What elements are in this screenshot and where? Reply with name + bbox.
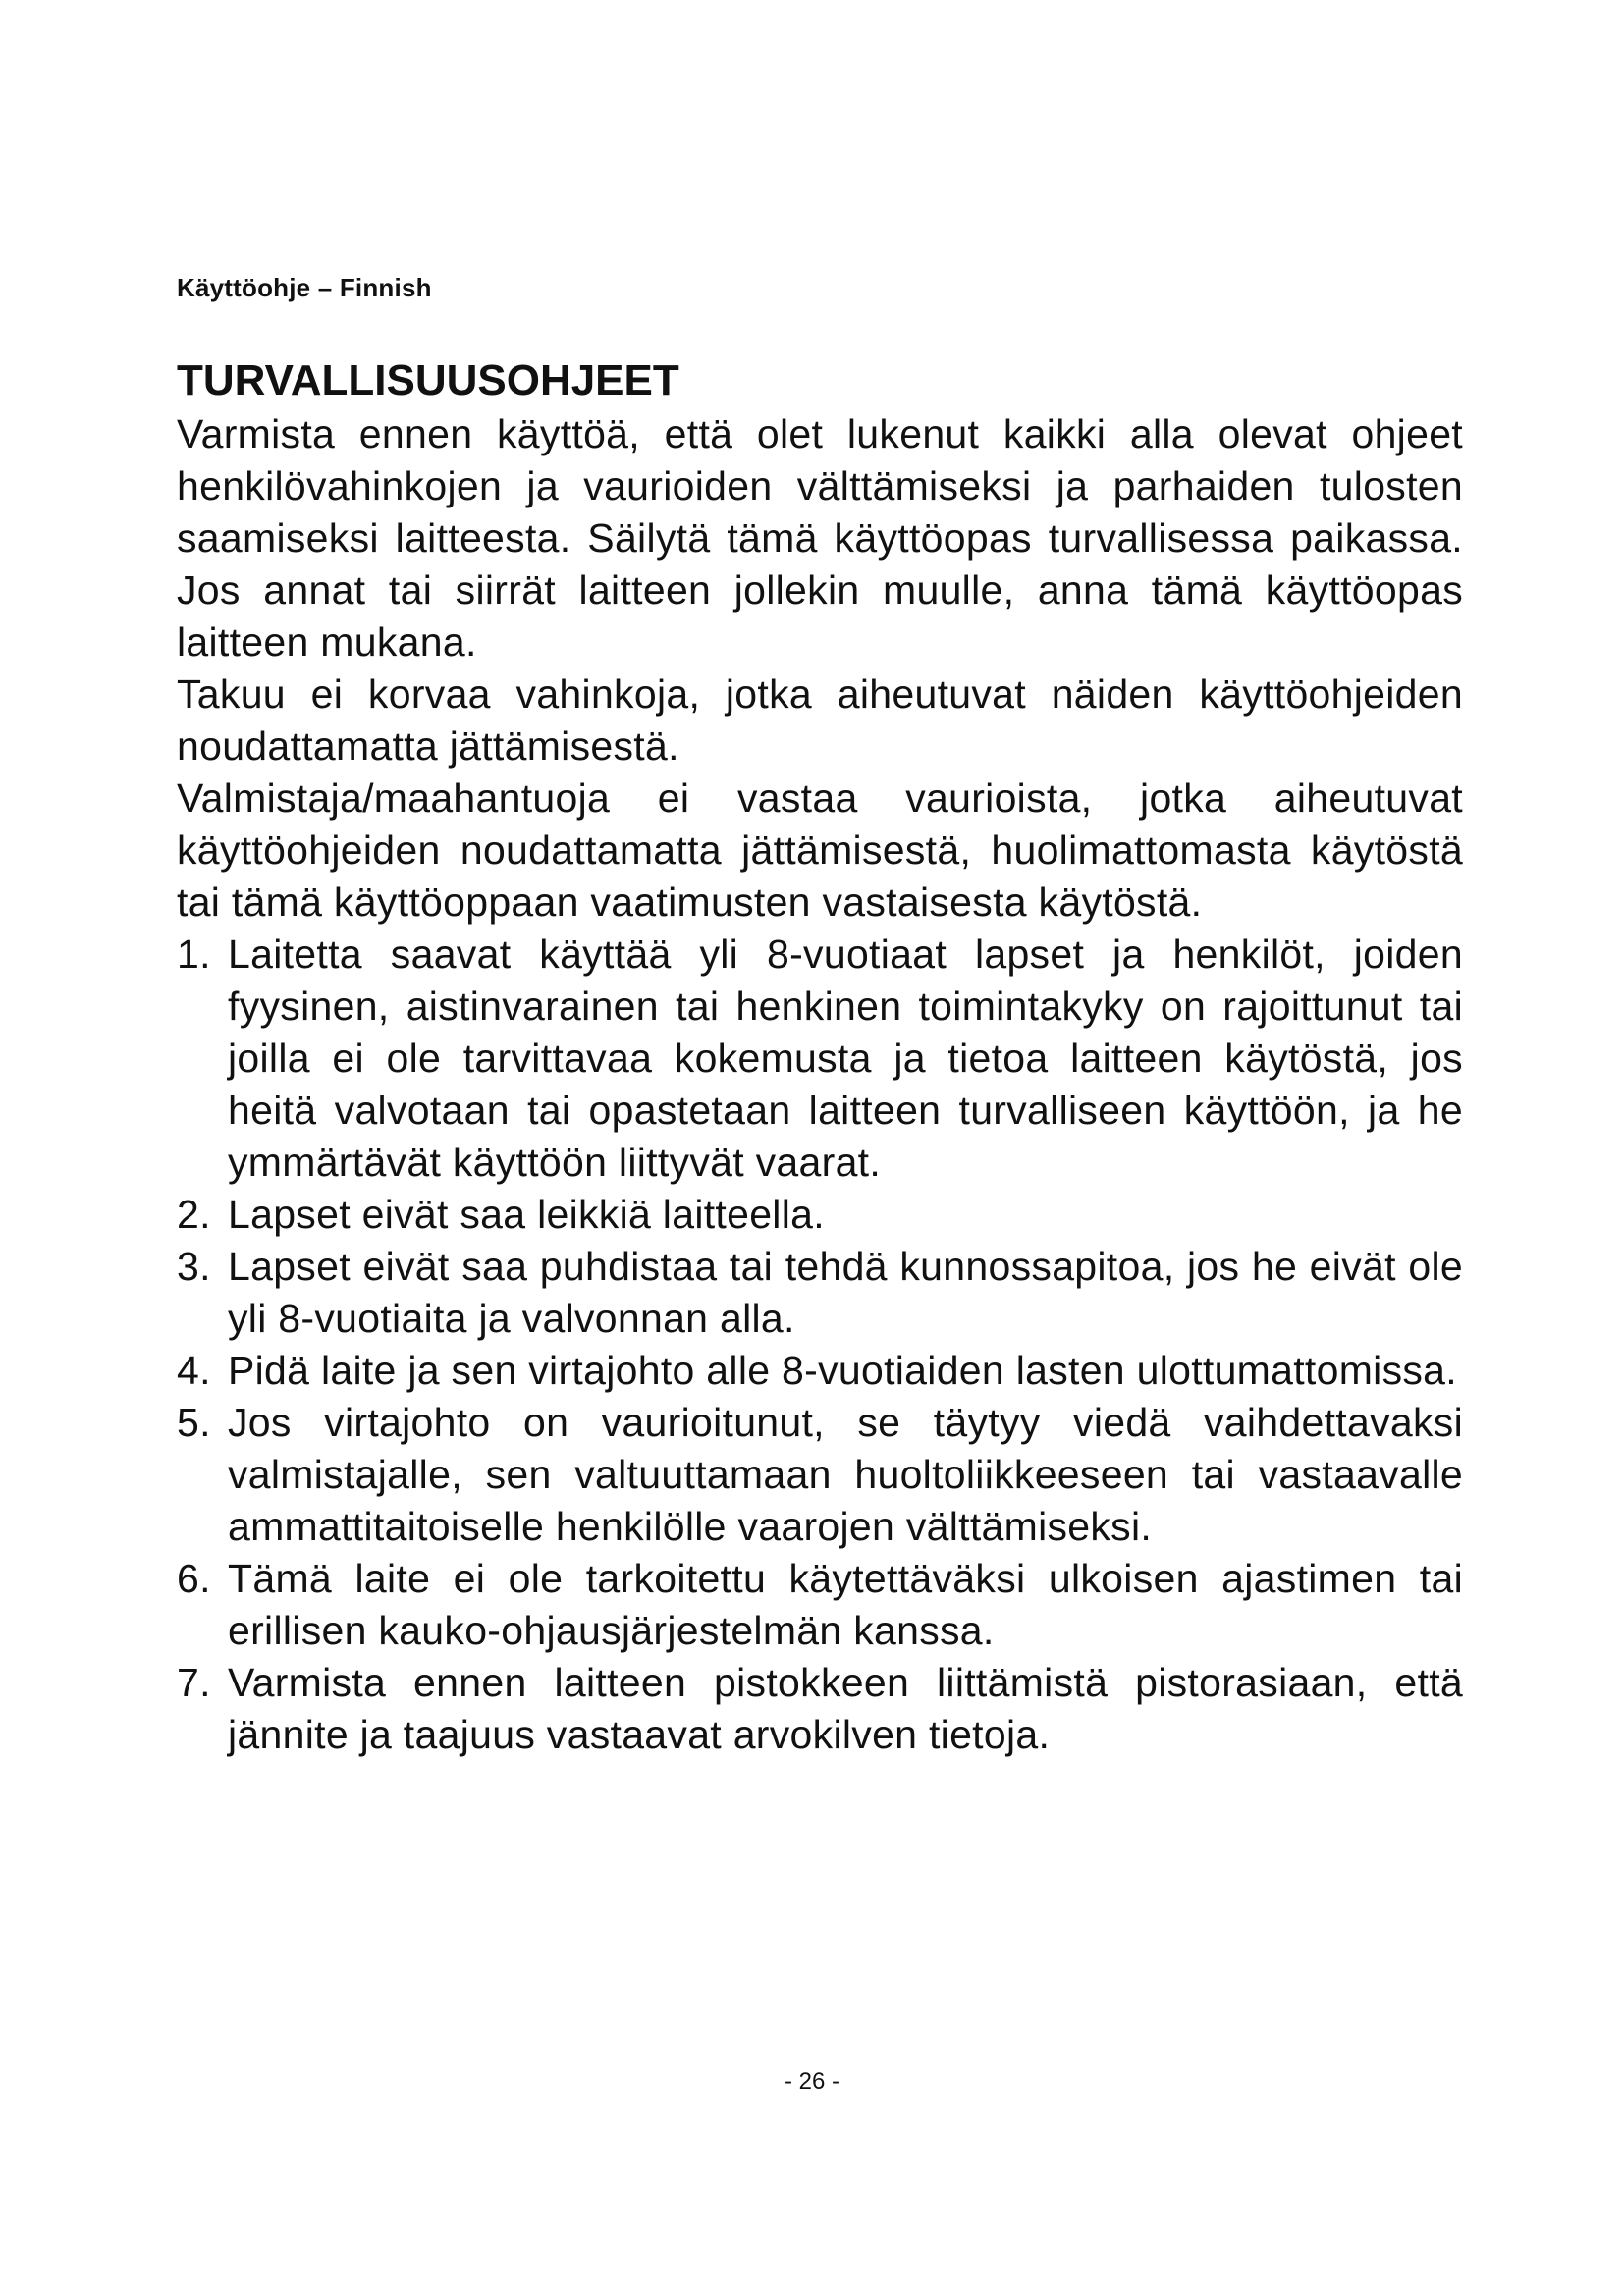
intro-paragraph: Varmista ennen käyttöä, että olet lukenut kaikki alla olevat ohjeet henkilövahinkojen ja vaurioiden välttämiseksi ja parhaiden tulosten saamiseksi laitteesta. Säilytä tämä käyttöopas turvallisessa paikassa. Jos annat tai siirrät laitteen jollekin muulle, anna tämä käyttöopas laitteen mukana. (177, 411, 1463, 665)
list-item-number: 5. (177, 1400, 211, 1445)
safety-section (177, 353, 1463, 1761)
list-item-number: 4. (177, 1348, 211, 1393)
list-item-text: Lapset eivät saa leikkiä laitteella. (228, 1192, 825, 1237)
list-item (177, 1345, 1463, 1397)
list-item-number: 1. (177, 932, 211, 977)
list-item-text: Lapset eivät saa puhdistaa tai tehdä kunnossapitoa, jos he eivät ole yli 8-vuotiaita ja valvonnan alla. (228, 1244, 1463, 1341)
list-item-text: Pidä laite ja sen virtajohto alle 8-vuotiaiden lasten ulottumattomissa. (228, 1348, 1457, 1393)
list-item-number: 3. (177, 1244, 211, 1289)
list-item (177, 1657, 1463, 1761)
list-item-text: Laitetta saavat käyttää yli 8-vuotiaat lapset ja henkilöt, joiden fyysinen, aistinvarainen tai henkinen toimintakyky on rajoittunut tai joilla ei ole tarvittavaa kokemusta ja tietoa laitteen käytöstä, jos heitä valvotaan tai opastetaan laitteen turvalliseen käyttöön, ja he ymmärtävät käyttöön liittyvät vaarat. (228, 932, 1463, 1185)
section-title: TURVALLISUUSOHJEET (177, 356, 679, 404)
list-item (177, 1189, 1463, 1241)
warranty-paragraph: Takuu ei korvaa vahinkoja, jotka aiheutuvat näiden käyttöohjeiden noudattamatta jättämisestä. (177, 671, 1463, 769)
list-item-text: Varmista ennen laitteen pistokkeen liittämistä pistorasiaan, että jännite ja taajuus vastaavat arvokilven tietoja. (228, 1660, 1463, 1757)
page-number: - 26 - (784, 2068, 839, 2095)
list-item-number: 2. (177, 1192, 211, 1237)
document-header-label: Käyttöohje – Finnish (177, 273, 432, 302)
liability-paragraph: Valmistaja/maahantuoja ei vastaa vaurioista, jotka aiheutuvat käyttöohjeiden noudattamatta jättämisestä, huolimattomasta käytöstä tai tämä käyttöoppaan vaatimusten vastaisesta käytöstä. (177, 775, 1463, 925)
list-item-number: 6. (177, 1556, 211, 1601)
list-item-number: 7. (177, 1660, 211, 1705)
safety-instructions-list (177, 929, 1463, 1761)
list-item (177, 1241, 1463, 1345)
list-item-text: Tämä laite ei ole tarkoitettu käytettäväksi ulkoisen ajastimen tai erillisen kauko-ohjausjärjestelmän kanssa. (228, 1556, 1463, 1653)
list-item (177, 1553, 1463, 1657)
list-item (177, 1397, 1463, 1553)
list-item (177, 929, 1463, 1189)
list-item-text: Jos virtajohto on vaurioitunut, se täytyy viedä vaihdettavaksi valmistajalle, sen valtuuttamaan huoltoliikkeeseen tai vastaavalle ammattitaitoiselle henkilölle vaarojen välttämiseksi. (228, 1400, 1463, 1549)
